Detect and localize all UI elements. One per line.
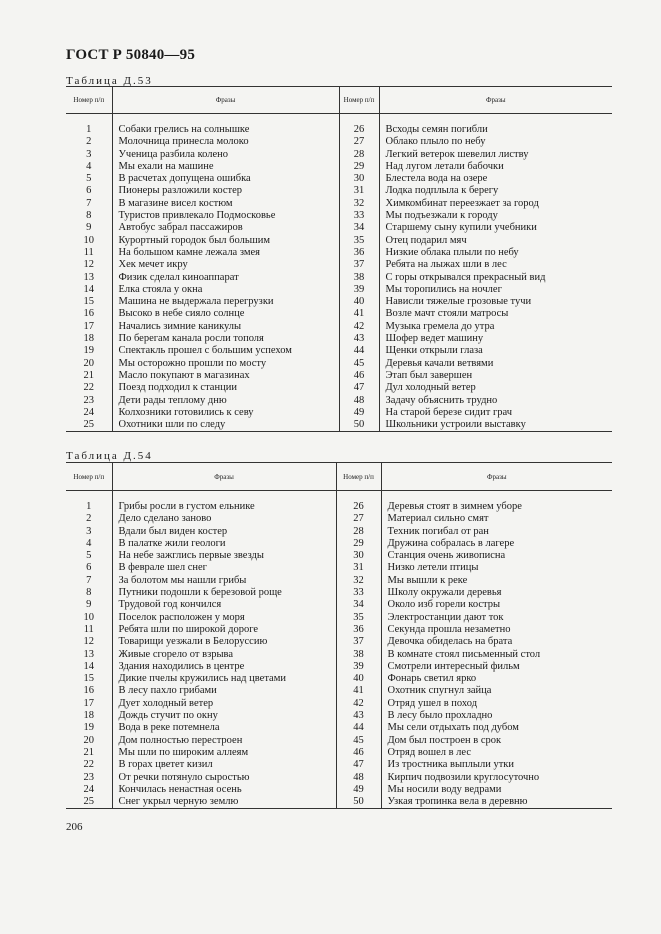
table-row [66,395,612,407]
row-phrase: Масло покупают в магазинах [112,370,339,382]
row-phrase: Этап был завершен [385,369,473,381]
row-phrase: Ребята шли по широкой дороге [112,624,336,636]
row-phrase: Мы ехали на машине [112,161,339,173]
row-phrase: Молочница принесла молоко [112,136,339,148]
row-number: 16 [66,685,112,697]
row-number: 36 [339,247,379,259]
row-phrase: В горах цветет кизил [112,759,336,771]
row-phrase: Дом полностью перестроен [112,735,336,747]
row-phrase: Облако плыло по небу [385,136,486,148]
row-phrase: Мы торопились на ночлег [385,283,502,295]
row-number: 11 [66,624,112,636]
col-header-number: Номер п/п [336,463,381,491]
row-phrase: Курортный городок был большим [112,235,339,247]
row-phrase: Туристов привлекало Подмосковье [112,210,339,222]
row-number: 20 [66,735,112,747]
row-number: 9 [66,599,112,611]
row-number: 21 [66,747,112,759]
row-number: 14 [66,661,112,673]
row-number: 50 [339,419,379,432]
row-number: 4 [66,538,112,550]
row-number: 45 [339,358,379,370]
row-number: 14 [66,284,112,296]
row-phrase: На большом камне лежала змея [112,247,339,259]
row-phrase: Блестела вода на озере [385,173,488,185]
table-row [66,538,612,550]
row-number: 24 [66,784,112,796]
row-number: 5 [66,550,112,562]
row-phrase: Фонарь светил ярко [387,673,477,685]
row-number: 42 [339,321,379,333]
row-phrase: Шофер ведет машину [385,333,484,345]
table-row [66,259,612,271]
table-row [66,185,612,197]
row-phrase: Химкомбинат переезжает за город [385,197,539,209]
row-number: 27 [336,513,381,525]
row-number: 21 [66,370,112,382]
col-header-phrases: Фразы [381,463,612,491]
row-number: 11 [66,247,112,259]
table-row [66,636,612,648]
row-number: 10 [66,235,112,247]
row-number: 26 [339,124,379,136]
table-row [66,198,612,210]
row-number: 20 [66,358,112,370]
table-d53-caption: Таблица Д.53 [66,75,153,87]
row-phrase: Елка стояла у окна [112,284,339,296]
row-number: 23 [66,395,112,407]
document-header: ГОСТ Р 50840—95 [66,47,196,63]
table-row [66,173,612,185]
row-number: 29 [336,538,381,550]
row-phrase: Автобус забрал пассажиров [112,222,339,234]
row-number: 5 [66,173,112,185]
table-row [66,759,612,771]
row-phrase: Дождь стучит по окну [112,710,336,722]
row-number: 15 [66,673,112,685]
row-number: 26 [336,501,381,513]
row-number: 19 [66,722,112,734]
row-phrase: Дует холодный ветер [112,698,336,710]
row-phrase: В магазине висел костюм [112,198,339,210]
table-row [66,136,612,148]
table-row [66,124,612,136]
table-row [66,784,612,796]
row-phrase: Мы шли по широким аллеям [112,747,336,759]
row-phrase: Начались зимние каникулы [112,321,339,333]
row-number: 36 [336,624,381,636]
row-phrase: Колхозники готовились к севу [112,407,339,419]
row-number: 32 [336,575,381,587]
row-number: 1 [66,124,112,136]
table-d54 [66,462,612,809]
table-row [66,247,612,259]
row-number: 50 [336,796,381,809]
row-number: 30 [336,550,381,562]
table-row [66,407,612,419]
row-number: 49 [336,784,381,796]
table-row [66,673,612,685]
table-row [66,796,612,809]
row-phrase: Машина не выдержала перегрузки [112,296,339,308]
row-number: 34 [336,599,381,611]
row-phrase: Мы вышли к реке [387,574,468,586]
table-row [66,685,612,697]
row-number: 22 [66,382,112,394]
row-number: 27 [339,136,379,148]
table-row [66,222,612,234]
row-number: 47 [336,759,381,771]
row-phrase: Кончилась ненастная осень [112,784,336,796]
row-number: 32 [339,198,379,210]
row-phrase: В феврале шел снег [112,562,336,574]
table-row [66,550,612,562]
row-phrase: Из тростника выплыли утки [387,759,515,771]
row-phrase: На небе зажглись первые звезды [112,550,336,562]
row-number: 25 [66,796,112,809]
row-number: 1 [66,501,112,513]
row-number: 10 [66,612,112,624]
row-number: 43 [336,710,381,722]
row-phrase: Легкий ветерок шевелил листву [385,148,529,160]
row-phrase: Грибы росли в густом ельнике [112,501,336,513]
row-number: 8 [66,210,112,222]
table-row [66,526,612,538]
row-phrase: Школу окружали деревья [387,587,502,599]
row-number: 44 [336,722,381,734]
table-row [66,710,612,722]
row-number: 28 [336,526,381,538]
table-row [66,345,612,357]
table-row [66,735,612,747]
row-number: 48 [336,772,381,784]
row-phrase: Кирпич подвозили круглосуточно [387,771,540,783]
row-number: 28 [339,149,379,161]
table-row [66,624,612,636]
row-phrase: Вдали был виден костер [112,526,336,538]
table-row [66,419,612,432]
row-phrase: Отряд ушел в поход [387,697,478,709]
row-number: 39 [339,284,379,296]
row-number: 33 [339,210,379,222]
row-phrase: Дикие пчелы кружились над цветами [112,673,336,685]
row-number: 31 [339,185,379,197]
table-row [66,235,612,247]
table-row [66,513,612,525]
row-number: 30 [339,173,379,185]
table-row [66,296,612,308]
row-phrase: Школьники устроили выставку [379,419,612,432]
row-phrase: В лесу пахло грибами [112,685,336,697]
page-number: 206 [66,821,83,833]
row-number: 18 [66,333,112,345]
row-phrase: Поселок расположен у моря [112,612,336,624]
row-phrase: Здания находились в центре [112,661,336,673]
row-phrase: Отряд вошел в лес [387,746,471,758]
row-number: 15 [66,296,112,308]
table-row [66,149,612,161]
row-number: 49 [339,407,379,419]
row-number: 12 [66,259,112,271]
row-number: 45 [336,735,381,747]
row-number: 13 [66,649,112,661]
row-phrase: Охотники шли по следу [112,419,339,432]
table-d53 [66,86,612,432]
row-number: 40 [339,296,379,308]
row-number: 13 [66,272,112,284]
row-phrase: От речки потянуло сыростью [112,772,336,784]
row-number: 34 [339,222,379,234]
row-number: 38 [336,649,381,661]
table-row [66,722,612,734]
table-row [66,284,612,296]
row-phrase: Всходы семян погибли [385,124,488,135]
row-phrase: В комнате стоял письменный стол [387,648,541,660]
row-number: 4 [66,161,112,173]
row-phrase: Дул холодный ветер [385,382,476,394]
row-phrase: Мы носили воду ведрами [387,783,502,795]
table-row [66,210,612,222]
table-row [66,575,612,587]
row-phrase: Низкие облака плыли по небу [385,246,519,258]
row-phrase: Дети рады теплому дню [112,395,339,407]
row-phrase: Около изб горели костры [387,599,501,611]
row-phrase: В палатке жили геологи [112,538,336,550]
row-number: 19 [66,345,112,357]
row-phrase: В расчетах допущена ошибка [112,173,339,185]
row-phrase: За болотом мы нашли грибы [112,575,336,587]
row-phrase: Поезд подходил к станции [112,382,339,394]
row-phrase: На старой березе сидит грач [385,406,513,418]
col-header-number: Номер п/п [339,87,379,114]
row-number: 37 [339,259,379,271]
table-row [66,382,612,394]
row-number: 22 [66,759,112,771]
row-phrase: Хек мечет икру [112,259,339,271]
table-row [66,661,612,673]
row-number: 43 [339,333,379,345]
row-phrase: Товарищи уезжали в Белоруссию [112,636,336,648]
row-number: 7 [66,575,112,587]
row-phrase: Материал сильно смят [387,513,489,525]
row-phrase: Мы сели отдыхать под дубом [387,722,519,734]
row-number: 8 [66,587,112,599]
row-number: 31 [336,562,381,574]
row-number: 17 [66,321,112,333]
row-number: 37 [336,636,381,648]
col-header-phrases: Фразы [379,87,612,114]
row-phrase: Дело сделано заново [112,513,336,525]
row-number: 41 [339,308,379,320]
row-number: 40 [336,673,381,685]
row-phrase: Ребята на лыжах шли в лес [385,259,507,271]
row-phrase: Девочка обиделась на брата [387,636,513,648]
row-number: 35 [336,612,381,624]
table-row [66,698,612,710]
col-header-phrases: Фразы [112,463,336,491]
row-phrase: Деревья стоят в зимнем уборе [387,501,522,512]
row-phrase: Музыка гремела до утра [385,320,495,332]
row-phrase: Живые сгорело от взрыва [112,649,336,661]
table-row [66,747,612,759]
row-phrase: Мы подъезжали к городу [385,210,498,222]
row-number: 25 [66,419,112,432]
row-phrase: Станция очень живописна [387,550,506,562]
row-number: 29 [339,161,379,173]
row-phrase: В лесу было прохладно [387,710,493,722]
row-phrase: Секунда прошла незаметно [387,623,511,635]
row-number: 33 [336,587,381,599]
row-phrase: Дом был построен в срок [387,734,502,746]
row-phrase: Отец подарил мяч [385,234,467,246]
row-phrase: Задачу объяснить трудно [385,394,498,406]
row-number: 23 [66,772,112,784]
table-row [66,370,612,382]
row-phrase: Физик сделал киноаппарат [112,272,339,284]
row-number: 2 [66,513,112,525]
table-row [66,612,612,624]
row-phrase: Низко летели птицы [387,562,479,574]
row-number: 9 [66,222,112,234]
row-number: 16 [66,308,112,320]
row-number: 38 [339,272,379,284]
row-phrase: Высоко в небе сияло солнце [112,308,339,320]
row-number: 7 [66,198,112,210]
col-header-number: Номер п/п [66,463,112,491]
row-phrase: По берегам канала росли тополя [112,333,339,345]
row-number: 6 [66,185,112,197]
table-row [66,501,612,513]
col-header-number: Номер п/п [66,87,112,114]
table-row [66,321,612,333]
table-row [66,272,612,284]
row-phrase: Нависли тяжелые грозовые тучи [385,296,532,308]
row-number: 46 [336,747,381,759]
table-d54-caption: Таблица Д.54 [66,450,153,462]
row-phrase: Дружина собралась в лагере [387,537,515,549]
row-phrase: Мы осторожно прошли по мосту [112,358,339,370]
row-phrase: Возле мачт стояли матросы [385,308,509,320]
row-phrase: Охотник спугнул зайца [387,685,492,697]
row-number: 35 [339,235,379,247]
row-phrase: Техник погибал от ран [387,525,489,537]
row-number: 39 [336,661,381,673]
row-number: 47 [339,382,379,394]
table-row [66,587,612,599]
table-row [66,562,612,574]
col-header-phrases: Фразы [112,87,339,114]
row-phrase: Пионеры разложили костер [112,185,339,197]
row-number: 3 [66,526,112,538]
row-phrase: Щенки открыли глаза [385,345,483,357]
row-number: 46 [339,370,379,382]
row-phrase: Лодка подплыла к берегу [385,185,499,197]
table-row [66,772,612,784]
row-phrase: С горы открывался прекрасный вид [385,271,546,283]
row-phrase: Путники подошли к березовой роще [112,587,336,599]
row-phrase: Над лугом летали бабочки [385,160,504,172]
row-phrase: Трудовой год кончился [112,599,336,611]
row-phrase: Ученица разбила колено [112,149,339,161]
table-row [66,649,612,661]
row-phrase: Снег укрыл черную землю [112,796,336,809]
row-phrase: Старшему сыну купили учебники [385,222,537,234]
table-row [66,308,612,320]
row-phrase: Узкая тропинка вела в деревню [381,796,612,809]
row-number: 3 [66,149,112,161]
row-phrase: Деревья качали ветвями [385,357,494,369]
row-phrase: Собаки грелись на солнышке [112,124,339,136]
table-row [66,358,612,370]
row-number: 42 [336,698,381,710]
table-row [66,599,612,611]
row-phrase: Смотрели интересный фильм [387,660,520,672]
row-phrase: Вода в реке потемнела [112,722,336,734]
row-phrase: Спектакль прошел с большим успехом [112,345,339,357]
row-number: 2 [66,136,112,148]
row-number: 44 [339,345,379,357]
row-number: 12 [66,636,112,648]
row-number: 24 [66,407,112,419]
table-row [66,333,612,345]
row-number: 48 [339,395,379,407]
row-phrase: Электростанции дают ток [387,611,504,623]
row-number: 41 [336,685,381,697]
row-number: 17 [66,698,112,710]
table-row [66,161,612,173]
row-number: 6 [66,562,112,574]
row-number: 18 [66,710,112,722]
